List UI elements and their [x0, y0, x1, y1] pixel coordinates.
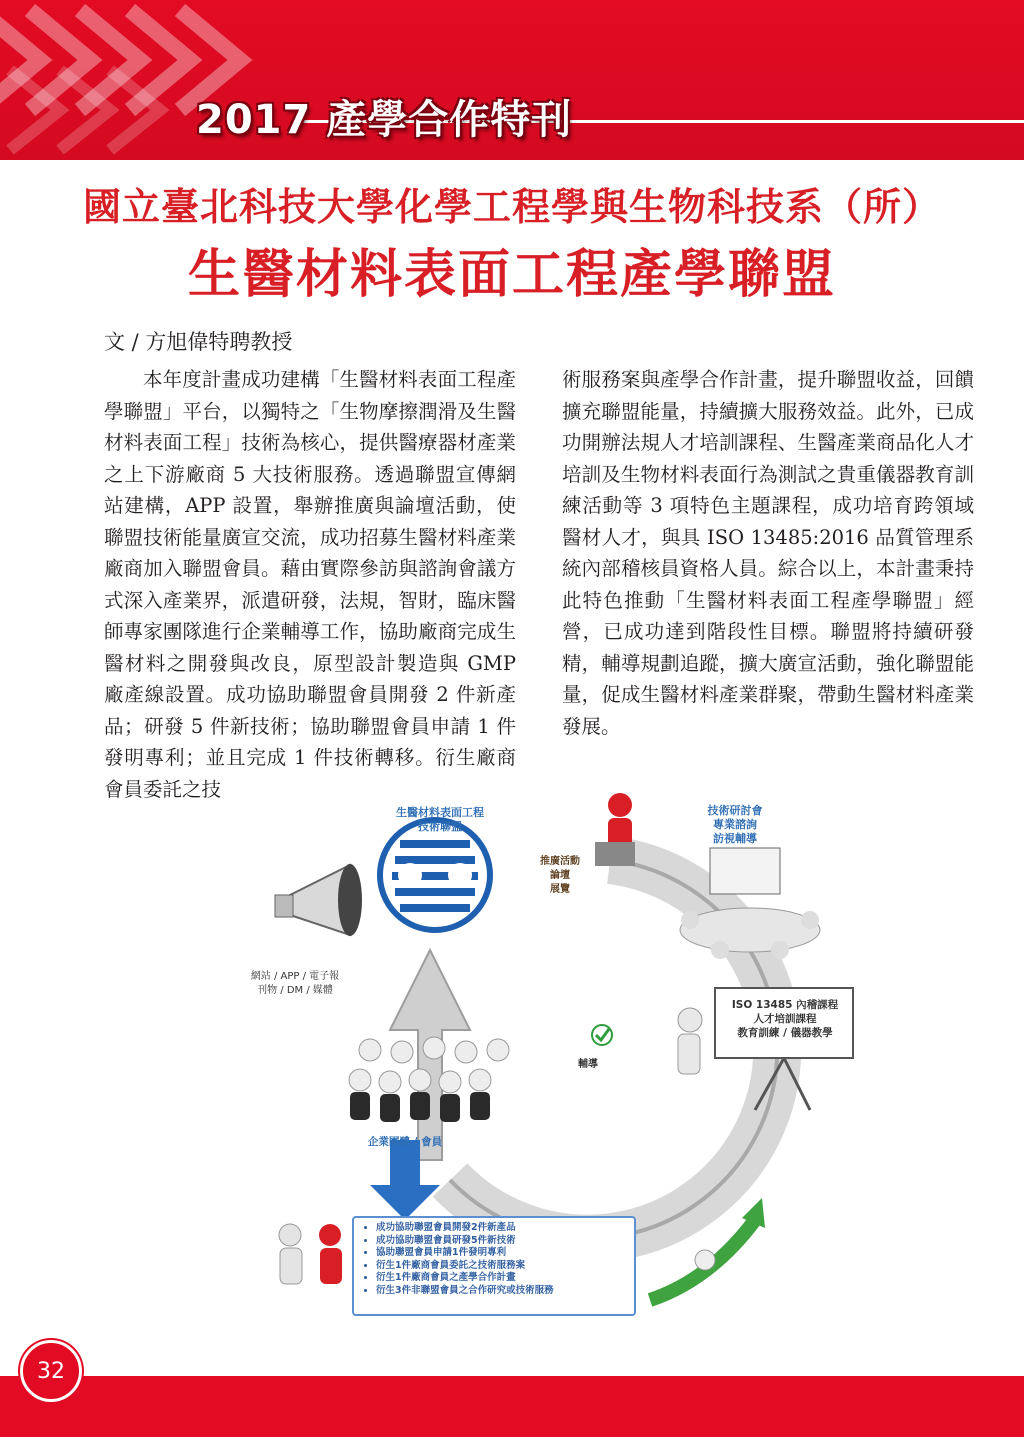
result-item: • 成功協助聯盟會員開發2件新產品 — [376, 1222, 634, 1235]
article-title: 生醫材料表面工程產學聯盟 — [187, 245, 836, 305]
result-item: • 衍生1件廠商會員委託之技術服務案 — [376, 1260, 634, 1273]
handshake-icon — [279, 1224, 342, 1284]
article-subtitle: 國立臺北科技大學化學工程學與生物科技系（所） — [82, 185, 941, 229]
body-column-left: 本年度計畫成功建構「生醫材料表面工程產學聯盟」平台，以獨特之「生物摩擦潤滑及生醫材料表面工程」技術為核心，提供醫療器材產業之上下游廠商 5 大技術服務。透過聯盟宣傳網站建構，APP 設置，舉辦推廣與論壇活動，使聯盟技術能量廣宣交流，成功招募生醫材料產業廠商加入聯盟會員。藉由實際參訪與諮詢會議方式深入產業界，派遣研發，法規，智財，臨床醫師專家團隊進行企業輔導工作，協助廠商完成生醫材料之開發與改良，原型設計製造與 GMP 廠產線設置。成功協助聯盟會員開發 2 件新產品；研發 5 件新技術；協助聯盟會員申請 1 件發明專利；並且完成 1 件技術轉移。衍生廠商會員委託之技 — [104, 368, 516, 801]
header-banner — [0, 0, 1024, 160]
label-members: 企業團體 / 會員 — [367, 1136, 443, 1148]
members-group-icon — [349, 1037, 509, 1122]
result-item: • 衍生3件非聯盟會員之合作研究或技術服務 — [376, 1285, 634, 1298]
body-column-right: 術服務案與產學合作計畫，提升聯盟收益，回饋擴充聯盟能量，持續擴大服務效益。此外，已成功開辦法規人才培訓課程、生醫產業商品化人才培訓及生物材料表面行為測試之貴重儀器教育訓練活動等 3 項特色主題課程，成功培育跨領域醫材人才，與具 ISO 13485:2016 品質管理系統內部稽核員資格人員。綜合以上，本計畫秉持此特色推動「生醫材料表面工程產學聯盟」經營，已成功達到階段性目標。聯盟將持續研發精，輔導規劃追蹤，擴大廣宣活動，強化聯盟能量，促成生醫材料產業群聚，帶動生醫材料產業發展。 — [562, 368, 974, 738]
result-item: • 衍生1件廠商會員之產學合作計畫 — [376, 1272, 634, 1285]
label-media: 網站 / APP / 電子報 刊物 / DM / 媒體 — [250, 971, 340, 996]
label-iso: ISO 13485 內稽課程 人才培訓課程 教育訓練 / 儀器教學 — [731, 999, 839, 1039]
result-item: • 協助聯盟會員申請1件發明專利 — [376, 1247, 634, 1260]
checkmark-icon — [592, 1025, 612, 1045]
alliance-diagram — [250, 780, 990, 1320]
page-number: 32 — [20, 1340, 82, 1402]
byline: 文 / 方旭偉特聘教授 — [104, 330, 293, 354]
footer-bar — [0, 1376, 1024, 1437]
speaker-figure-icon — [595, 793, 635, 866]
banner-title: 2017 產學合作特刊 — [196, 97, 573, 143]
label-guide: 輔導 — [578, 1059, 598, 1070]
label-promotion: 推廣活動 論壇 展覽 — [540, 856, 580, 895]
label-consult: 技術研討會 專業諮詢 訪視輔導 — [707, 804, 763, 845]
results-box — [352, 1216, 636, 1316]
label-alliance: 生醫材料表面工程 技術聯盟 — [396, 806, 484, 833]
results-list — [354, 1222, 634, 1297]
result-item: • 成功協助聯盟會員研發5件新技術 — [376, 1235, 634, 1248]
megaphone-icon — [275, 864, 362, 936]
